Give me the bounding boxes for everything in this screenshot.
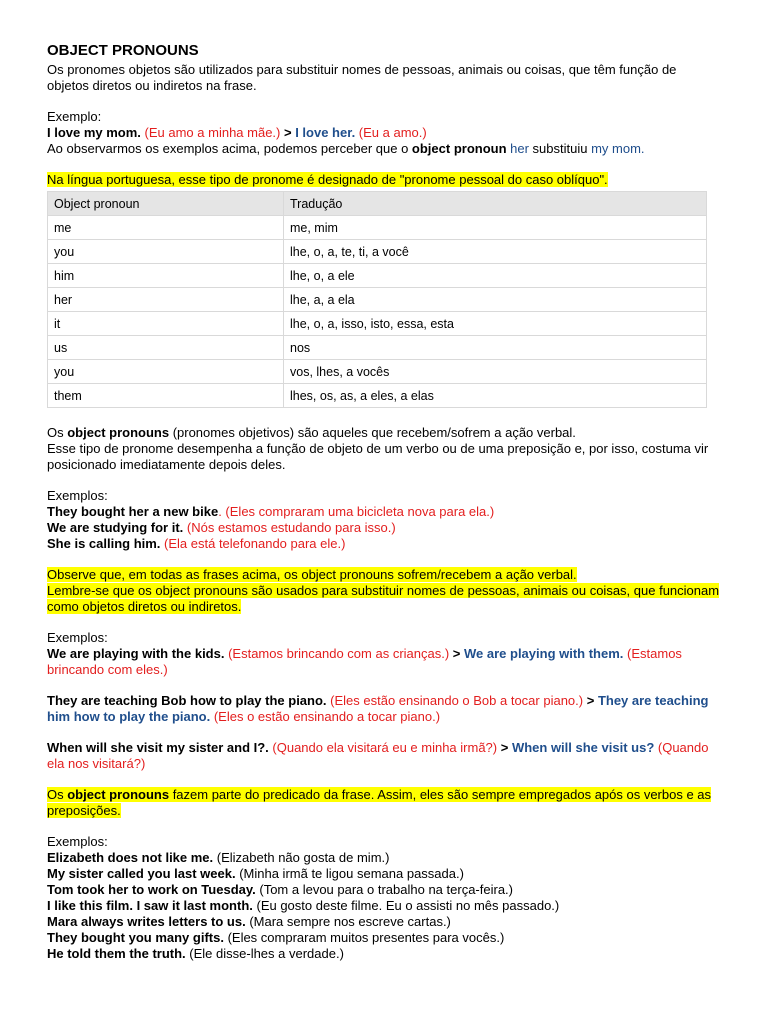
highlight-text: Lembre-se que os object pronouns são usados para substituir nomes de pessoas, animais ou coisas, que funcionam como objetos diretos ou indiretos. xyxy=(47,583,720,614)
table-row xyxy=(48,288,707,312)
pronoun-cell: it xyxy=(48,312,284,336)
table-row xyxy=(48,312,707,336)
example-english: I love my mom. xyxy=(47,125,141,140)
example-english: They are teaching Bob how to play the piano. xyxy=(47,693,327,708)
example-translation: (Eles compraram muitos presentes para vocês.) xyxy=(223,930,505,945)
example-item xyxy=(47,898,721,914)
table-header-row xyxy=(48,192,707,216)
observation-term: object pronoun xyxy=(411,141,507,156)
example-translation: (Tom a levou para o trabalho na terça-feira.) xyxy=(255,882,513,897)
example-pair xyxy=(47,693,721,725)
highlight-text xyxy=(47,787,711,818)
pronoun-cell: you xyxy=(48,240,284,264)
arrow: > xyxy=(449,646,464,661)
example-pronoun-version: When will she visit us? xyxy=(511,740,655,755)
example-translation: (Ele disse-lhes a verdade.) xyxy=(185,946,344,961)
highlight-note-2 xyxy=(47,567,721,583)
examples-label: Exemplos: xyxy=(47,630,108,645)
header-object-pronoun: Object pronoun xyxy=(48,192,284,216)
example-translation: (Minha irmã te ligou semana passada.) xyxy=(235,866,464,881)
example-item xyxy=(47,850,721,866)
example-item xyxy=(47,520,721,536)
example-translation: (Ela está telefonando para ele.) xyxy=(160,536,346,551)
definition-term: object pronouns xyxy=(67,425,170,440)
example-item xyxy=(47,504,721,520)
example-label: Exemplo: xyxy=(47,109,102,124)
page-title: OBJECT PRONOUNS xyxy=(47,42,199,59)
definition-line-2: Esse tipo de pronome desempenha a função de objeto de um verbo ou de uma preposição e, por isso, costuma vir posicionado imediatamente depois deles. xyxy=(47,441,709,472)
observation-line xyxy=(47,141,721,157)
example-english: We are studying for it. xyxy=(47,520,184,535)
example-pronoun-version: I love her. xyxy=(295,125,356,140)
example-english: She is calling him. xyxy=(47,536,161,551)
table-row xyxy=(48,264,707,288)
example-english: My sister called you last week. xyxy=(47,866,236,881)
translation-cell: lhe, o, a, isso, isto, essa, esta xyxy=(284,312,707,336)
example-translation: (Quando ela visitará eu e minha irmã?) xyxy=(268,740,498,755)
highlight-text: Observe que, em todas as frases acima, os object pronouns sofrem/recebem a ação verbal. xyxy=(47,567,577,582)
examples-label: Exemplos: xyxy=(47,488,108,503)
example-pronoun-translation: (Eles o estão ensinando a tocar piano.) xyxy=(210,709,441,724)
example-translation: . (Eles compraram uma bicicleta nova para ela.) xyxy=(218,504,495,519)
table-row xyxy=(48,360,707,384)
highlight-note-3 xyxy=(47,583,721,615)
example-line xyxy=(47,125,721,141)
highlight-term: object pronouns xyxy=(67,787,170,802)
example-pronoun-translation: (Estamos brincando com eles.) xyxy=(47,646,682,677)
observation-word-her: her xyxy=(506,141,529,156)
highlight-prefix: Os xyxy=(47,787,68,802)
pronoun-table xyxy=(47,191,707,408)
translation-cell: lhe, a, a ela xyxy=(284,288,707,312)
example-translation: (Estamos brincando com as crianças.) xyxy=(224,646,450,661)
highlight-text: Na língua portuguesa, esse tipo de pronome é designado de "pronome pessoal do caso oblíquo". xyxy=(47,172,608,187)
translation-cell: nos xyxy=(284,336,707,360)
example-pair xyxy=(47,646,721,678)
example-item xyxy=(47,536,721,552)
highlight-note-1 xyxy=(47,172,721,188)
translation-cell: lhe, o, a, te, ti, a você xyxy=(284,240,707,264)
pronoun-cell: him xyxy=(48,264,284,288)
table-row xyxy=(48,336,707,360)
example-english: I like this film. I saw it last month. xyxy=(47,898,253,913)
example-pronoun-translation: (Eu a amo.) xyxy=(355,125,427,140)
observation-text: Ao observarmos os exemplos acima, podemos perceber que o xyxy=(47,141,412,156)
arrow: > xyxy=(497,740,512,755)
arrow: > xyxy=(583,693,598,708)
pronoun-cell: me xyxy=(48,216,284,240)
definition-line xyxy=(47,425,721,441)
example-translation: (Mara sempre nos escreve cartas.) xyxy=(245,914,451,929)
translation-cell: lhes, os, as, a eles, a elas xyxy=(284,384,707,408)
example-pronoun-version: They are teaching him how to play the piano. xyxy=(47,693,709,724)
table-row xyxy=(48,240,707,264)
observation-word-mymom: my mom. xyxy=(591,141,645,156)
example-english: We are playing with the kids. xyxy=(47,646,225,661)
example-item xyxy=(47,914,721,930)
table-row xyxy=(48,216,707,240)
observation-mid: substituiu xyxy=(528,141,592,156)
example-english: Mara always writes letters to us. xyxy=(47,914,246,929)
pronoun-cell: them xyxy=(48,384,284,408)
pronoun-cell: us xyxy=(48,336,284,360)
example-translation: (Eles estão ensinando o Bob a tocar piano.) xyxy=(326,693,584,708)
definition-rest: (pronomes objetivos) são aqueles que recebem/sofrem a ação verbal. xyxy=(169,425,576,440)
example-english: When will she visit my sister and I?. xyxy=(47,740,269,755)
translation-cell: me, mim xyxy=(284,216,707,240)
example-pronoun-translation: (Quando ela nos visitará?) xyxy=(47,740,709,771)
example-translation: (Eu gosto deste filme. Eu o assisti no mês passado.) xyxy=(252,898,560,913)
definition-prefix: Os xyxy=(47,425,68,440)
header-traducao: Tradução xyxy=(284,192,707,216)
arrow: > xyxy=(280,125,296,140)
example-translation: (Nós estamos estudando para isso.) xyxy=(183,520,396,535)
translation-cell: lhe, o, a ele xyxy=(284,264,707,288)
example-english: Tom took her to work on Tuesday. xyxy=(47,882,256,897)
intro-paragraph: Os pronomes objetos são utilizados para substituir nomes de pessoas, animais ou coisas, que têm função de objetos diretos ou indiretos na frase. xyxy=(47,62,677,93)
example-english: They bought her a new bike xyxy=(47,504,219,519)
table-row xyxy=(48,384,707,408)
example-item xyxy=(47,866,721,882)
example-pair xyxy=(47,740,721,772)
example-translation: (Elizabeth não gosta de mim.) xyxy=(213,850,390,865)
pronoun-cell: you xyxy=(48,360,284,384)
translation-cell: vos, lhes, a vocês xyxy=(284,360,707,384)
examples-label: Exemplos: xyxy=(47,834,108,849)
pronoun-cell: her xyxy=(48,288,284,312)
highlight-rest: fazem parte do predicado da frase. Assim, eles são sempre empregados após os verbos e as preposições. xyxy=(47,787,712,818)
example-pronoun-version: We are playing with them. xyxy=(464,646,624,661)
example-translation: (Eu amo a minha mãe.) xyxy=(140,125,281,140)
highlight-note-4 xyxy=(47,787,721,819)
example-item xyxy=(47,882,721,898)
example-item xyxy=(47,930,721,946)
example-english: Elizabeth does not like me. xyxy=(47,850,214,865)
example-english: They bought you many gifts. xyxy=(47,930,224,945)
example-english: He told them the truth. xyxy=(47,946,186,961)
example-item xyxy=(47,946,721,962)
